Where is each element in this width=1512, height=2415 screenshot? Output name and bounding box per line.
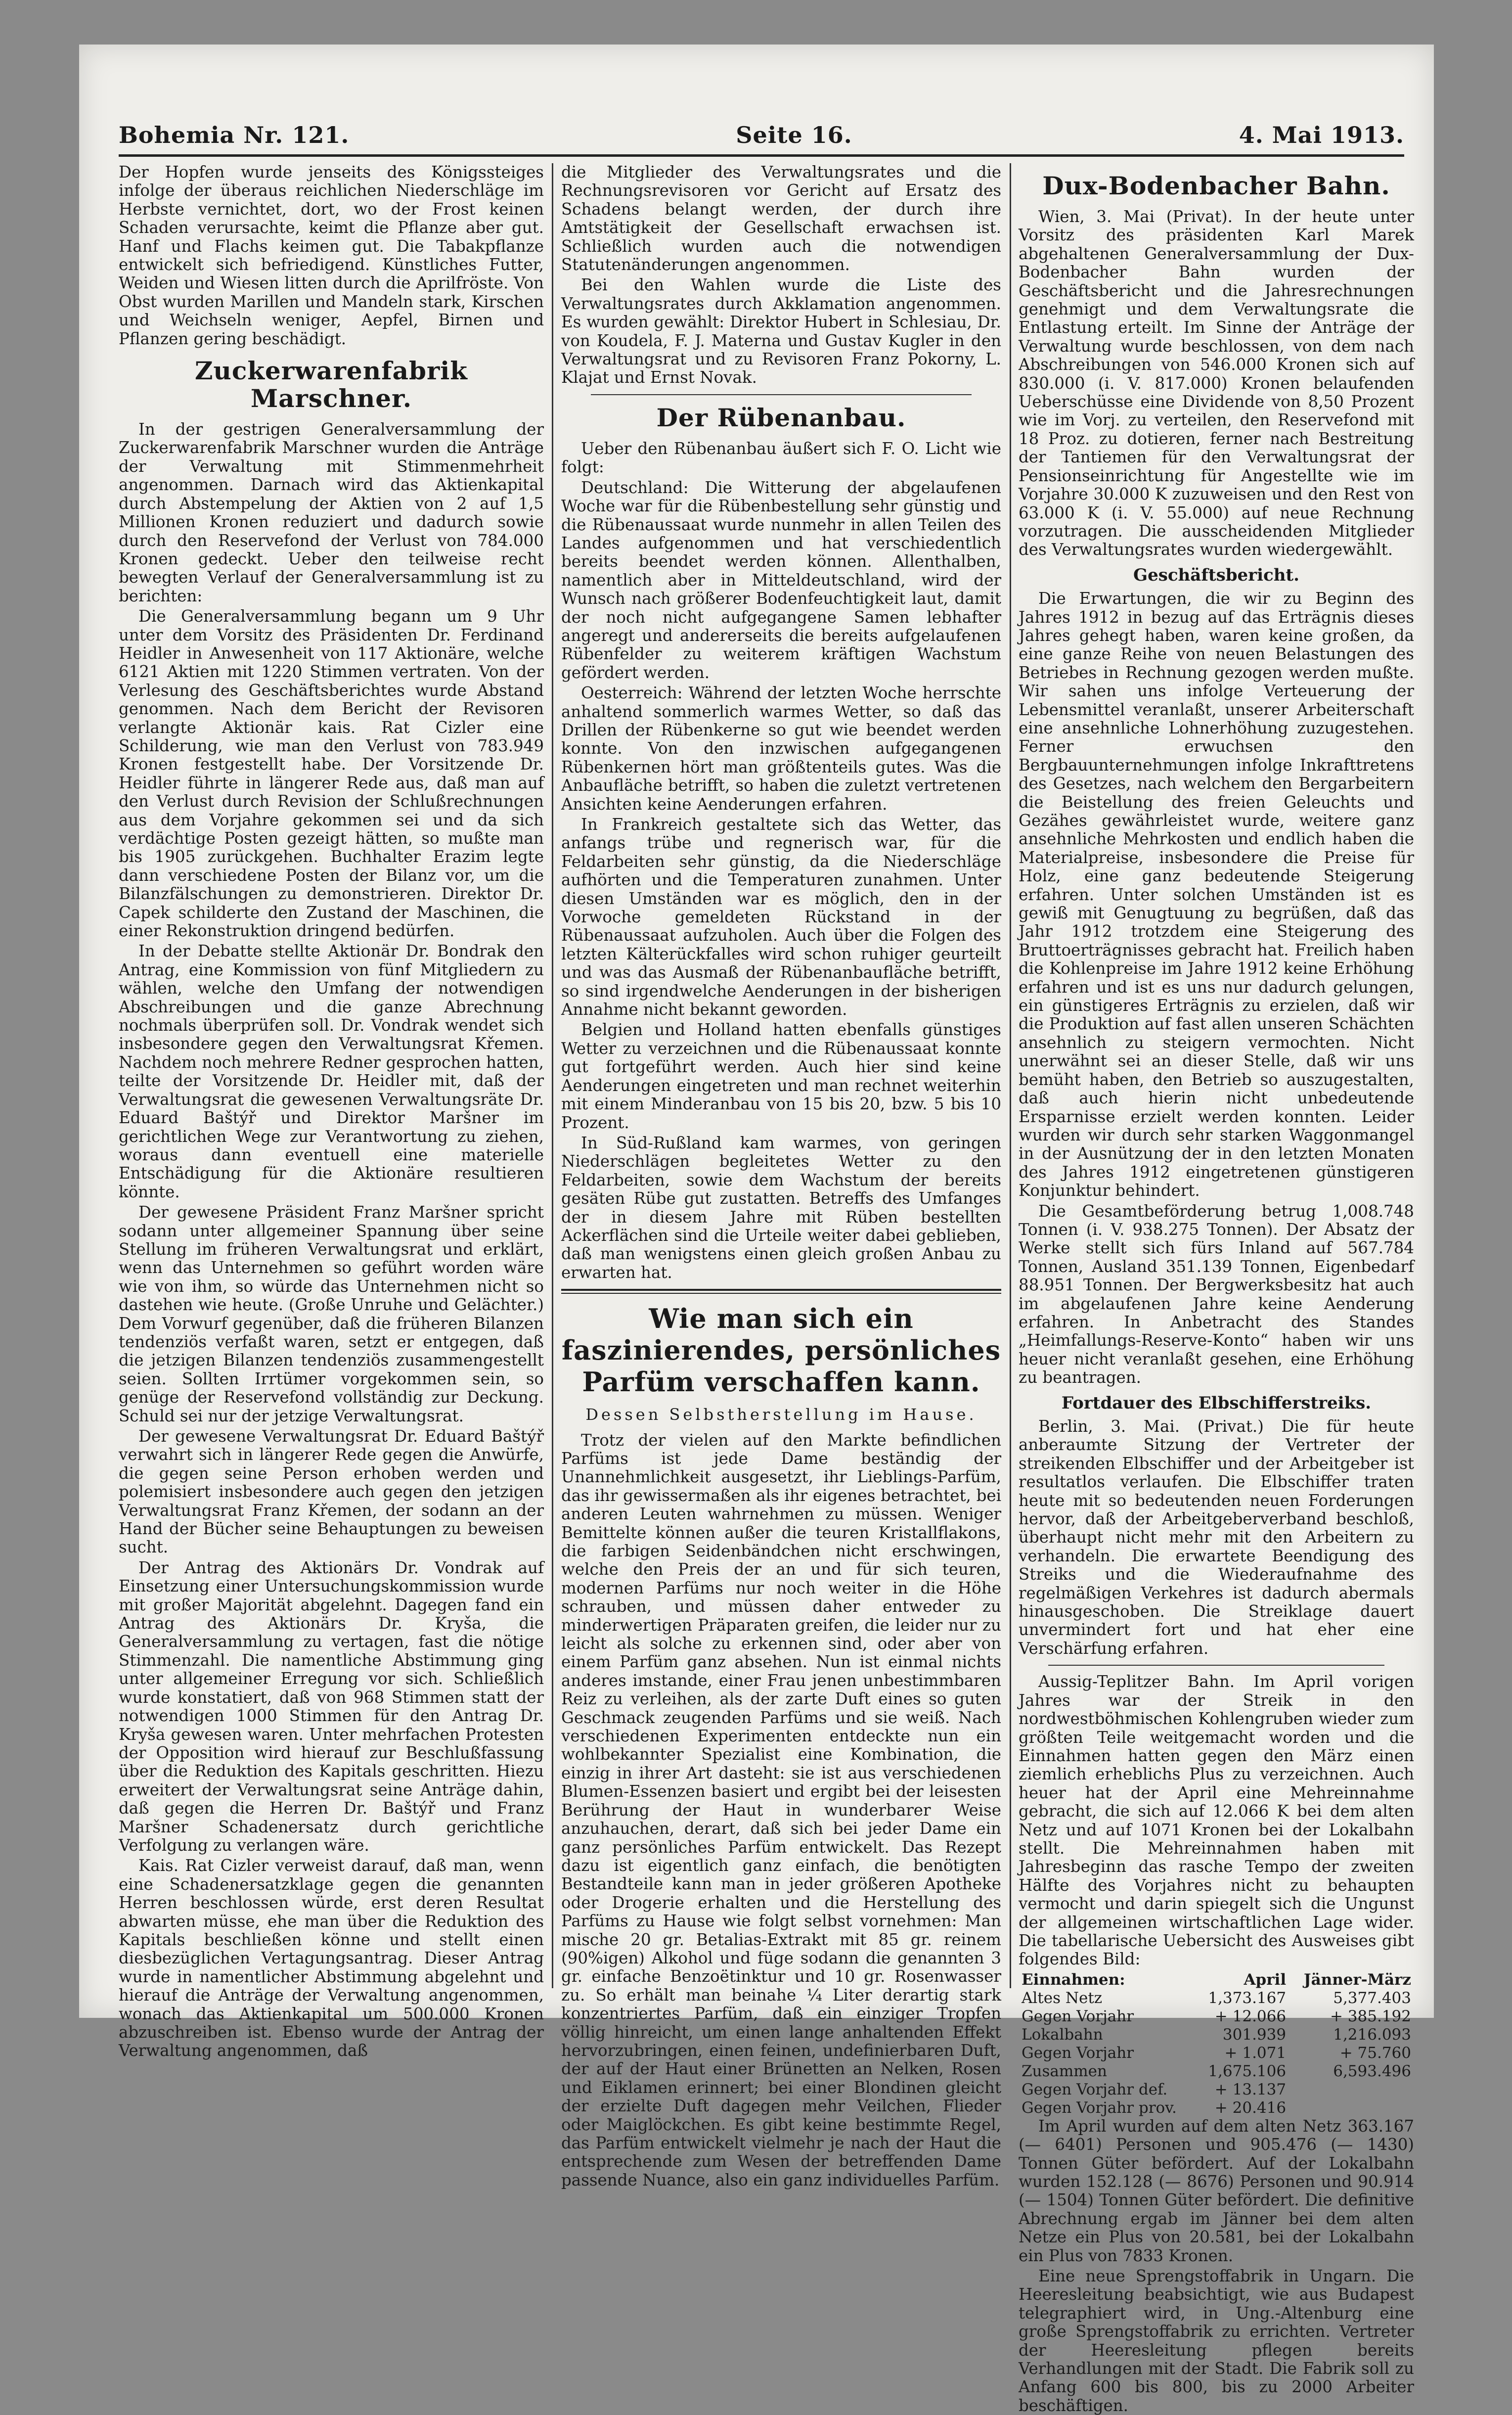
article-paragraph: Eine neue Sprengstoffabrik in Ungarn. Die Heeresleitung beabsichtigt, wie aus Budapest telegraphiert wird, in Ung.-Altenburg eine große Sprengstoffabrik zu errichten. Vertreter der Heeresleitung pflegen bereits Verhandlungen mit der Stadt. Die Fabrik soll zu Anfang 600 bis 800, bis zu 2000 Arbeiter beschäftigen. <box>1019 2267 1414 2415</box>
table-cell: + 20.416 <box>1214 2098 1287 2117</box>
article-paragraph: Aussig-Teplitzer Bahn. Im April vorigen Jahres war der Streik in den nordwestböhmischen Kohlengruben wieder zum größten Teile weitgemacht worden und die Einnahmen hatten gegen den März einen ziemlich erheblichs Plus zu verzeichnen. Auch heuer hat der April eine Mehreinnahme gebracht, die sich auf 12.066 K bei dem alten Netz und auf 1071 Kronen bei der Lokalbahn stellt. Die Mehreinnahmen haben mit Jahresbeginn das rasche Tempo der zweiten Hälfte des Vorjahres nicht zu behaupten vermocht und darin spiegelt sich die Ungunst der allgemeinen wirtschaftlichen Lage wider. Die tabellarische Uebersicht des Ausweises gibt folgendes Bild: <box>1019 1672 1414 1969</box>
article-paragraph: Bei den Wahlen wurde die Liste des Verwaltungsrates durch Akklamation angenommen. Es wurden gewählt: Direktor Hubert in Schlesiau, Dr. von Koudela, F. J. Materna und Gustav Kugler in den Verwaltungsrat und zu Revisoren Franz Pokorny, L. Klajat und Ernst Novak. <box>561 275 1001 387</box>
article-paragraph: In der gestrigen Generalversammlung der Zuckerwarenfabrik Marschner wurden die Anträge der Verwaltung mit Stimmenmehrheit angenommen. Darnach wird das Aktienkapital durch Abstempelung der Aktien von 2 auf 1,5 Millionen Kronen reduziert und dadurch sowie durch den Reservefond der Verlust von 784.000 Kronen gedeckt. Ueber den teilweise recht bewegten Verlauf der Generalversammlung ist zu berichten: <box>119 420 544 605</box>
revenue-table <box>1019 1971 1414 2117</box>
table-cell: Zusammen <box>1022 2062 1107 2080</box>
table-cell: 1,675.106 <box>1208 2062 1287 2080</box>
column-divider <box>552 163 553 1988</box>
column-3 <box>1019 163 1414 2415</box>
article-paragraph: In Frankreich gestaltete sich das Wetter, das anfangs trübe und regnerisch war, für die Feldarbeiten sehr günstig, da die Niederschläge aufhörten und die Temperaturen zunahmen. Unter diesen Umständen war es möglich, den in der Vorwoche gemeldeten Rückstand in der Rübenaussaat aufzuholen. Auch über die Folgen des letzten Kälterückfalles wird schon ruhiger geurteilt und was das Ausmaß der Rübenanbaufläche betrifft, so sind irgendwelche Aenderungen in der bisherigen Annahme nicht bekannt geworden. <box>561 815 1001 1019</box>
subheading-elbschifferstreik: Fortdauer des Elbschifferstreiks. <box>1061 1393 1372 1413</box>
table-cell: 1,373.167 <box>1208 1989 1287 2007</box>
header-rule <box>119 154 1404 157</box>
table-cell: Gegen Vorjahr <box>1022 2007 1134 2025</box>
article-continuation: die Mitglieder des Verwaltungsrates und die Rechnungsrevisoren vor Gericht auf Ersatz des Schadens belangt werden, der durch ihre Amtstätigkeit der Gesellschaft erwachsen ist. Schließlich wurden auch die notwendigen Statutenänderungen angenommen. <box>561 163 1001 274</box>
article-paragraph: Kais. Rat Cizler verweist darauf, daß man, wenn eine Schadenersatzklage gegen die genannten Herren beschlossen würde, erst deren Resultat abwarten müsse, ehe man über die Reduktion des Kapitals beschließen könne und stellt einen diesbezüglichen Vertagungsantrag. Dieser Antrag wurde in namentlicher Abstimmung abgelehnt und hierauf die Anträge der Verwaltung angenommen, wonach das Aktienkapital um 500.000 Kronen abzuschreiben ist. Ebenso wurde der Antrag der Verwaltung angenommen, daß <box>119 1856 544 2060</box>
article-paragraph: Deutschland: Die Witterung der abgelaufenen Woche war für die Rübenbestellung sehr günstig und die Rübenaussaat wurde nunmehr in allen Teilen des Landes aufgenommen und hat verschiedentlich bereits beendet werden können. Allenthalben, namentlich aber in Mitteldeutschland, wird der Wunsch nach größerer Bodenfeuchtigkeit laut, damit der noch nicht aufgegangene Samen lebhafter angeregt und andererseits die bereits aufgelaufenen Rübenfelder zu weiterem kräftigen Wachstum gefördert werden. <box>561 478 1001 682</box>
header-issue: Bohemia Nr. 121. <box>119 122 350 148</box>
article-paragraph: In Süd-Rußland kam warmes, von geringen Niederschlägen begleitetes Wetter zu den Feldarbeiten, sowie dem Wachstum der bereits gesäten Rübe gut zustatten. Betreffs des Umfanges der in diesem Jahre mit Rüben bestellten Ackerflächen sind die Urteile weiter dabei geblieben, daß man wenigstens einen gleich großen Anbau zu erwarten hat. <box>561 1133 1001 1282</box>
table-row <box>1019 2081 1414 2099</box>
section-rule <box>591 394 972 395</box>
article-paragraph: Der gewesene Verwaltungsrat Dr. Eduard Baštýř verwahrt sich in längerer Rede gegen die Anwürfe, die gegen seine Person erhoben werden und polemisiert insbesondere auch gegen den jetzigen Verwaltungsrat Franz Křemen, der sodann an der Hand der Bücher seine Behauptungen zu beweisen sucht. <box>119 1427 544 1557</box>
table-row <box>1019 2099 1414 2117</box>
advert-rule <box>561 1289 1001 1294</box>
table-cell: Gegen Vorjahr prov. <box>1022 2098 1177 2117</box>
subheading-geschaeftsbericht: Geschäftsbericht. <box>1133 565 1299 585</box>
article-heading-marschner: Zuckerwarenfabrik Marschner. <box>195 356 468 413</box>
table-row <box>1019 2007 1414 2026</box>
article-paragraph: Oesterreich: Während der letzten Woche herrschte anhaltend sommerlich warmes Wetter, so daß das Drillen der Rübenkerne so gut wie beendet werden konnte. Von den inzwischen aufgegangenen Rübenkernen hört man größtenteils gutes. Was die Anbaufläche betrifft, so haben die zuletzt vertretenen Ansichten keine Aenderungen erfahren. <box>561 683 1001 814</box>
table-header: April <box>1244 1970 1287 1989</box>
table-row <box>1019 2062 1414 2081</box>
article-continuation: Der Hopfen wurde jenseits des Königssteiges infolge der überaus reichlichen Niederschläge im Herbste vernichtet, dort, wo der Frost keinen Schaden verursachte, keimt die Pflanze aber gut. Hanf und Flachs keimen gut. Die Tabakpflanze entwickelt sich befriedigend. Künstliches Futter, Weiden und Wiesen litten durch die Aprilfröste. Von Obst wurden Marillen und Mandeln stark, Kirschen und Weichseln weniger, Aepfel, Birnen und Pflanzen gering beschädigt. <box>119 163 544 348</box>
table-cell: 5,377.403 <box>1333 1989 1411 2007</box>
article-paragraph: Belgien und Holland hatten ebenfalls günstiges Wetter zu verzeichnen und die Rübenaussaat konnte gut fortgeführt werden. Auch hier sind keine Aenderungen eingetreten und man rechnet weiterhin mit einem Minderanbau von 15 bis 20, bzw. 5 bis 10 Prozent. <box>561 1020 1001 1132</box>
table-cell: 1,216.093 <box>1333 2025 1411 2044</box>
advert-paragraph: Trotz der vielen auf den Markte befindlichen Parfüms ist jede Dame beständig der Unannehmlichkeit ausgesetzt, ihr Lieblings-Parfüm, das ihr gewissermaßen als ihr eigenes betrachtet, bei anderen Leuten wahrnehmen zu müssen. Weniger Bemittelte können außer die teuren Kristallflakons, die farbigen Seidenbändchen nicht erschwingen, welche den Preis der an und für sich teuren, modernen Parfüms nur noch weiter in die Höhe schrauben, und müssen daher entweder zu minderwertigen Präparaten greifen, die leider nur zu leicht als solche zu erkennen sind, oder aber von einem Parfüm ganz absehen. Nun ist einmal nichts anderes imstande, einer Frau jenen unbestimmbaren Reiz zu verleihen, als der zarte Duft eines so guten Geschmack zeugenden Parfüms und sie weiß. Nach verschiedenen Experimenten entdeckte nun ein wohlbekannter Spezialist eine Kombination, die einzig in ihrer Art dasteht: sie ist aus verschiedenen Blumen-Essenzen basiert und ergibt bei der leisesten Berührung der Haut in wunderbarer Weise anzuhauchen, derart, daß sich bei jeder Dame ein ganz persönliches Parfüm entwickelt. Das Rezept dazu ist eigentlich ganz einfach, die benötigten Bestandteile kann man in jeder größeren Apotheke oder Drogerie erhalten und die Herstellung des Parfüms zu Hause wie folgt selbst vornehmen: Man mische 20 gr. Betalias-Extrakt mit 85 gr. reinem (90%igen) Alkohol und füge sodann die genannten 3 gr. einfache Benzoëtinktur und 10 gr. Rosenwasser zu. So erhält man beinahe ¼ Liter derartig stark konzentriertes Parfüm, daß ein einziger Tropfen völlig hinreicht, um einen lange anhaltenden Effekt hervorzubringen, einen feinen, undefinierbaren Duft, der auf der Haut einer Brünetten an Nelken, Rosen und Eiklamen erinnert; bei einer Blondinen gleicht der erzielte Duft dagegen mehr Veilchen, Flieder oder Maiglöckchen. Es gibt keine bestimmte Regel, das Parfüm entwickelt vielmehr je nach der Haut die entsprechende zum Wesen der betreffenden Dame passende Nuance, also ein ganz individuelles Parfüm. <box>561 1430 1001 2189</box>
table-cell <box>1289 2081 1414 2099</box>
article-paragraph: Im April wurden auf dem alten Netz 363.167 (— 6401) Personen und 905.476 (— 1430) Tonnen Güter befördert. Auf der Lokalbahn wurden 152.128 (— 8676) Personen und 90.914 (— 1504) Tonnen Güter befördert. Die definitive Abrechnung ergab im Jänner bei dem alten Netze ein Plus von 20.581, bei der Lokalbahn ein Plus von 7833 Kronen. <box>1019 2116 1414 2265</box>
table-cell: + 385.192 <box>1330 2007 1411 2025</box>
table-cell: Gegen Vorjahr def. <box>1022 2080 1168 2098</box>
table-header: Einnahmen: <box>1022 1970 1125 1989</box>
table-cell: 6,593.496 <box>1333 2062 1411 2080</box>
table-cell: + 12.066 <box>1214 2007 1287 2025</box>
column-2 <box>561 163 1001 2189</box>
table-cell: Lokalbahn <box>1022 2025 1103 2044</box>
table-header: Jänner-März <box>1303 1970 1411 1989</box>
table-cell: + 75.760 <box>1339 2044 1411 2062</box>
newspaper-page <box>79 45 1434 2415</box>
article-paragraph: Ueber den Rübenanbau äußert sich F. O. Licht wie folgt: <box>561 439 1001 477</box>
article-paragraph: Berlin, 3. Mai. (Privat.) Die für heute anberaumte Sitzung der Vertreter der streikenden Elbschiffer und der Arbeitgeber ist resultatlos verlaufen. Die Elbschiffer traten heute mit so bedeutenden neuen Forderungen hervor, daß der Arbeitgeberverband beschloß, überhaupt nicht mehr mit den Arbeitern zu verhandeln. Die erwartete Beendigung des Streiks und die Wiederaufnahme des regelmäßigen Verkehres ist dadurch abermals hinausgeschoben. Die Streiklage dauert unvermindert fort und hat eher eine Verschärfung erfahren. <box>1019 1417 1414 1658</box>
header-date: 4. Mai 1913. <box>1239 122 1404 148</box>
advert-heading: Wie man sich ein faszinierendes, persönliches Parfüm verschaffen kann. <box>561 1303 1001 1398</box>
article-heading-ruebenanbau: Der Rübenanbau. <box>656 403 906 432</box>
table-row <box>1019 2026 1414 2044</box>
article-paragraph: Die Gesamtbeförderung betrug 1,008.748 Tonnen (i. V. 938.275 Tonnen). Der Absatz der Werke stellt sich fürs Inland auf 567.784 Tonnen, Ausland 351.139 Tonnen, Eigenbedarf 88.951 Tonnen. Der Bergwerksbesitz hat auch im abgelaufenen Jahre keine Aenderung erfahren. In Anbetracht des Standes „Heimfallungs-Reserve-Konto“ haben wir uns heuer nicht veranlaßt gesehen, eine Erhöhung zu beantragen. <box>1019 1201 1414 1387</box>
article-heading-dux-bodenbacher: Dux-Bodenbacher Bahn. <box>1042 171 1390 200</box>
table-cell: 301.939 <box>1222 2025 1287 2044</box>
article-paragraph: Wien, 3. Mai (Privat). In der heute unter Vorsitz des präsidenten Karl Marek abgehaltenen Generalversammlung der Dux-Bodenbacher Bahn wurden der Geschäftsbericht und die Jahresrechnungen genehmigt und dem Verwaltungsrate die Entlastung erteilt. Im Sinne der Anträge der Verwaltung wurde beschlossen, von dem nach Abschreibungen von 546.000 Kronen sich auf 830.000 (i. V. 817.000) Kronen belaufenden Ueberschüsse eine Dividende von 8,50 Prozent wie im Vorj. zu verteilen, den Reservefond mit 18 Proz. zu dotieren, ferner nach Bestreitung der Tantiemen für den Verwaltungsrat der Pensionseinrichtung für Angestellte wie im Vorjahre 30.000 K zuzuweisen und den Rest von 63.000 K (i. V. 55.000) auf neue Rechnung vorzutragen. Die ausscheidenden Mitglieder des Verwaltungsrates wurden wiedergewählt. <box>1019 207 1414 559</box>
table-cell: Altes Netz <box>1022 1989 1103 2007</box>
article-paragraph: Der Antrag des Aktionärs Dr. Vondrak auf Einsetzung einer Untersuchungskommission wurde mit großer Majorität abgelehnt. Dagegen fand ein Antrag des Aktionärs Dr. Kryša, die Generalversammlung zu vertagen, fast die nötige Stimmenzahl. Die namentliche Abstimmung ging unter allgemeiner Erregung vor sich. Schließlich wurde konstatiert, daß von 968 Stimmen statt der notwendigen 1000 Stimmen für den Antrag Dr. Kryša gewesen waren. Unter mehrfachen Protesten der Opposition wird hierauf zur Beschlußfassung über die Reduktion des Kapitals geschritten. Hiezu erweitert der Verwaltungsrat seine Anträge dahin, daß gegen die Herren Dr. Baštýř und Franz Maršner Schadenersatz durch gerichtliche Verfolgung zu verlangen wäre. <box>119 1558 544 1855</box>
section-rule <box>1048 1665 1384 1666</box>
column-divider <box>1010 163 1011 1988</box>
table-cell <box>1289 2099 1414 2117</box>
article-paragraph: Die Generalversammlung begann um 9 Uhr unter dem Vorsitz des Präsidenten Dr. Ferdinand Heidler in Anwesenheit von 117 Aktionäre, welche 6121 Aktien mit 1220 Stimmen vertraten. Von der Verlesung des Geschäftsberichtes wurde Abstand genommen. Nach dem Bericht der Revisoren verlangte Aktionär kais. Rat Cizler eine Schilderung, wie man den Verlust von 783.949 Kronen festgestellt habe. Der Vorsitzende Dr. Heidler führte in längerer Rede aus, daß man auf den Verlust durch Revision der Schlußrechnungen aus dem Vorjahre gekommen sei und da sich verdächtige Posten gezeigt hätten, so mußte man bis 1905 zurückgehen. Buchhalter Erazim legte dann verschiedene Posten der Bilanz vor, um die Bilanzfälschungen zu demonstrieren. Direktor Dr. Capek schilderte den Zustand der Maschinen, die einer Rekonstruktion dringend bedürfen. <box>119 607 544 941</box>
table-row <box>1019 1989 1414 2007</box>
table-cell: + 1.071 <box>1224 2044 1287 2062</box>
article-paragraph: Der gewesene Präsident Franz Maršner spricht sodann unter allgemeiner Spannung über seine Stellung im früheren Verwaltungsrat und erklärt, wenn das Unternehmen so geführt worden wäre wie von ihm, so würde das Unternehmen nicht so dastehen wie heute. (Große Unruhe und Gelächter.) Dem Vorwurf gegenüber, daß die früheren Bilanzen tendenziös verfaßt waren, setzt er entgegen, daß die jetzigen Bilanzen tendenziös zusammengestellt seien. Sollten Irrtümer vorgekommen sein, so genüge der Reservefond vollständig zur Deckung. Schuld sei nur der jetzige Verwaltungsrat. <box>119 1203 544 1425</box>
advert-subtitle: Dessen Selbstherstellung im Hause. <box>585 1405 977 1424</box>
page-header <box>119 109 1404 148</box>
table-header-row <box>1019 1971 1414 1989</box>
table-row <box>1019 2044 1414 2062</box>
article-paragraph: Die Erwartungen, die wir zu Beginn des Jahres 1912 in bezug auf das Erträgnis dieses Jahres gehegt haben, waren keine großen, da eine ganze Reihe von neuen Belastungen des Betriebes in Rechnung gezogen werden mußte. Wir sahen uns infolge Verteuerung der Lebensmittel veranlaßt, unserer Arbeiterschaft eine ansehnliche Lohnerhöhung zuzugestehen. Ferner erwuchsen den Bergbauunternehmungen infolge Inkrafttretens des Gesetzes, nach welchem den Bergarbeitern die Beistellung des freien Geleuchts und Gezähes gewährleistet wurde, weitere ganz ansehnliche Mehrkosten und endlich haben die Materialpreise, insbesondere die Preise für Holz, eine ganz bedeutende Steigerung erfahren. Unter solchen Umständen ist es gewiß mit Genugtuung zu begrüßen, daß das Jahr 1912 trotzdem eine Steigerung des Bruttoerträgnisses gebracht hat. Freilich haben die Kohlenpreise im Jahre 1912 keine Erhöhung erfahren und ist es uns nur dadurch gelungen, ein günstigeres Erträgnis zu erzielen, daß wir die Produktion auf fast allen unseren Schächten ansehnlich zu steigern vermochten. Nicht unerwähnt sei an dieser Stelle, daß wir uns bemüht haben, den Betrieb so auszugestalten, daß auch hierin nicht unbedeutende Ersparnisse erzielt werden konnten. Leider wurden wir durch sehr starken Waggonmangel in der Ausnützung der in den letzten Monaten des Jahres 1912 eingetretenen günstigeren Konjunktur behindert. <box>1019 589 1414 1200</box>
header-page-number: Seite 16. <box>736 122 852 148</box>
table-cell: + 13.137 <box>1214 2080 1287 2098</box>
article-paragraph: In der Debatte stellte Aktionär Dr. Bondrak den Antrag, eine Kommission von fünf Mitgliedern zu wählen, welche den Umfang der notwendigen Abschreibungen und die ganze Abrechnung nochmals überprüfen soll. Dr. Vondrak wendet sich insbesondere gegen den Verwaltungsrat Křemen. Nachdem noch mehrere Redner gesprochen hatten, teilte der Vorsitzende Dr. Heidler mit, daß der Verwaltungsrat die gewesenen Verwaltungsräte Dr. Eduard Baštýř und Direktor Maršner im gerichtlichen Wege zur Verantwortung zu ziehen, woraus dann eventuell eine materielle Entschädigung für die Aktionäre resultieren könnte. <box>119 942 544 1201</box>
table-cell: Gegen Vorjahr <box>1022 2044 1134 2062</box>
column-1 <box>119 163 544 2060</box>
